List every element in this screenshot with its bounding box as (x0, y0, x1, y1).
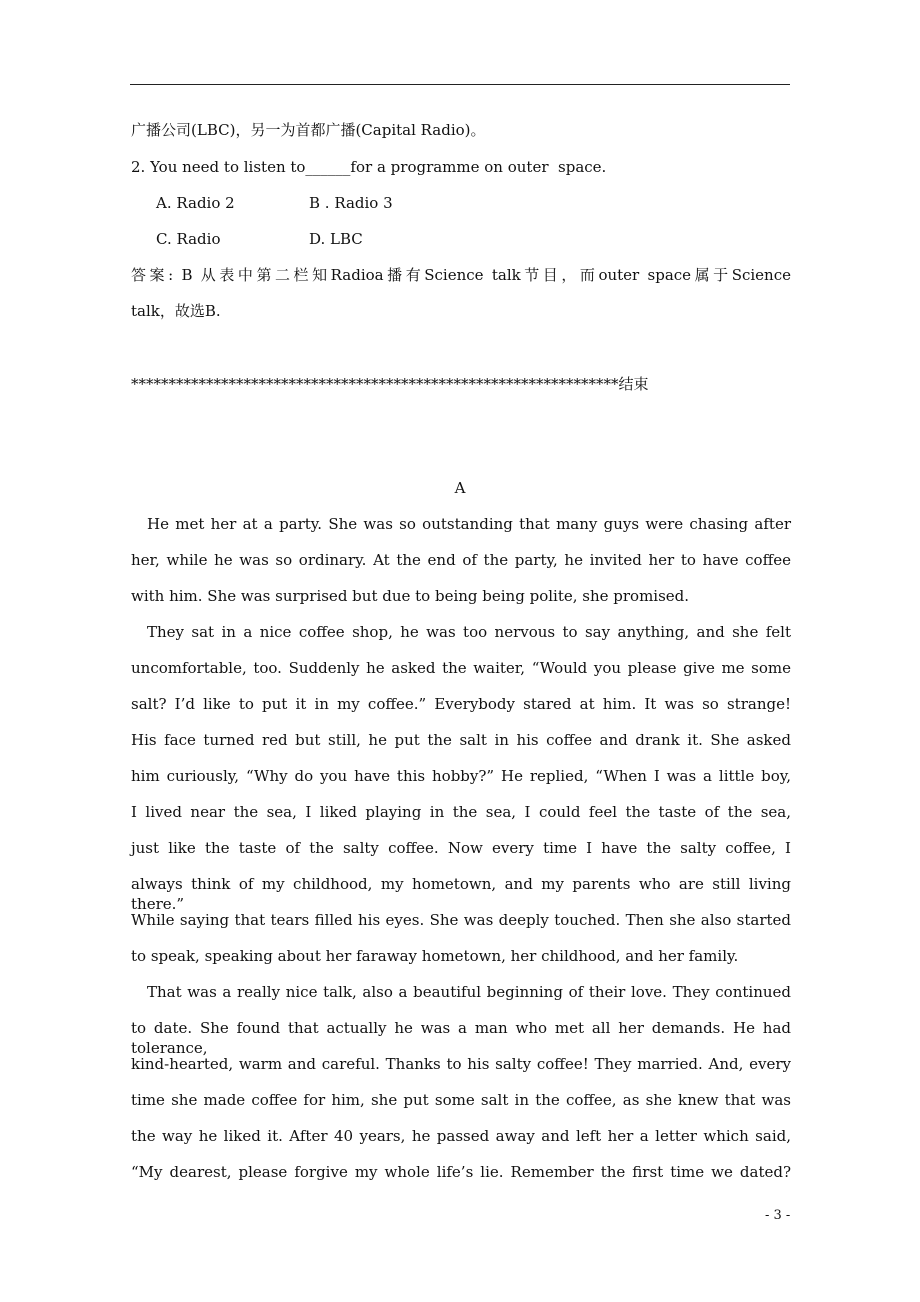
passage-line: salt? I’d like to put it in my coffee.” Everybody stared at him. It was so strange! (131, 695, 791, 713)
option-a: A. Radio 2 (156, 194, 235, 212)
passage-line: to date. She found that actually he was a man who met all her demands. He had tolerance, (131, 1019, 791, 1057)
answer-line-1: 答案: B 从表中第二栏知Radioa播有Science talk节目，而outer space属于Science (131, 266, 791, 284)
passage-line: her, while he was so ordinary. At the end of the party, he invited her to have coffee (131, 551, 791, 569)
passage-line: the way he liked it. After 40 years, he passed away and left her a letter which said, (131, 1127, 791, 1145)
passage-line: always think of my childhood, my hometown, and my parents who are still living there.” (131, 875, 791, 913)
passage-line: They sat in a nice coffee shop, he was too nervous to say anything, and she felt (147, 623, 791, 641)
passage-title: A (454, 479, 466, 497)
passage-line: kind-hearted, warm and careful. Thanks to his salty coffee! They married. And, every (131, 1055, 791, 1073)
passage-line: I lived near the sea, I liked playing in the sea, I could feel the taste of the sea, (131, 803, 791, 821)
passage-line: That was a really nice talk, also a beautiful beginning of their love. They continued (147, 983, 791, 1001)
header-note: 广播公司(LBC)，另一为首都广播(Capital Radio)。 (131, 121, 486, 139)
passage-line: him curiously, “Why do you have this hobby?” He replied, “When I was a little boy, (131, 767, 791, 785)
end-marker: *****************************************************************结束 (131, 375, 649, 393)
passage-line: with him. She was surprised but due to being being polite, she promised. (131, 587, 690, 605)
passage-line: His face turned red but still, he put the salt in his coffee and drank it. She asked (131, 731, 791, 749)
option-d: D. LBC (309, 230, 363, 248)
option-b: B . Radio 3 (309, 194, 393, 212)
passage-line: just like the taste of the salty coffee. Now every time I have the salty coffee, I (131, 839, 791, 857)
option-c: C. Radio (156, 230, 221, 248)
passage-line: uncomfortable, too. Suddenly he asked the waiter, “Would you please give me some (131, 659, 791, 677)
passage-line: “My dearest, please forgive my whole life’s lie. Remember the first time we dated? (131, 1163, 791, 1181)
header-rule (130, 84, 790, 85)
page-number: - 3 - (765, 1208, 791, 1223)
passage-line: to speak, speaking about her faraway hometown, her childhood, and her family. (131, 947, 739, 965)
answer-line-2: talk，故选B. (131, 302, 221, 320)
passage-line: While saying that tears filled his eyes. She was deeply touched. Then she also started (131, 911, 791, 929)
question-stem: 2. You need to listen to______for a programme on outer space. (131, 158, 607, 176)
passage-line: He met her at a party. She was so outstanding that many guys were chasing after (147, 515, 791, 533)
passage-line: time she made coffee for him, she put some salt in the coffee, as she knew that was (131, 1091, 791, 1109)
